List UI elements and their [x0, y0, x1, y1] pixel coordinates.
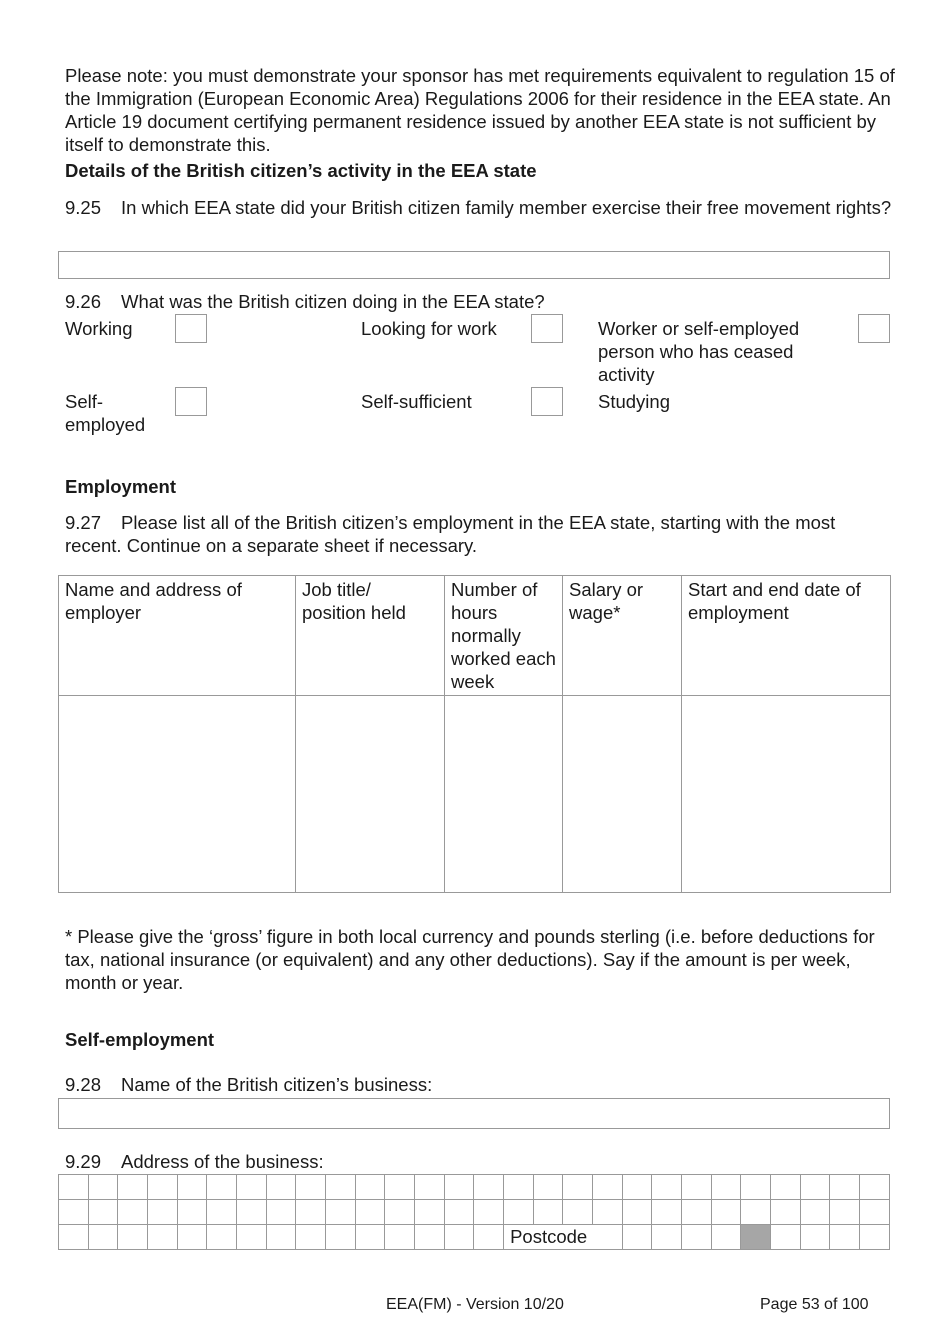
address-character-box[interactable] [682, 1175, 712, 1200]
address-character-box[interactable] [504, 1175, 534, 1200]
address-character-box[interactable] [652, 1200, 682, 1225]
address-character-box[interactable] [444, 1175, 474, 1200]
address-character-box[interactable] [652, 1175, 682, 1200]
option-self-employed-label: Self-employed [65, 391, 146, 435]
business-address-grid[interactable] [58, 1174, 890, 1250]
address-character-box[interactable] [830, 1200, 860, 1225]
employment-table [58, 575, 891, 893]
address-character-box[interactable] [296, 1225, 326, 1250]
address-character-box[interactable] [711, 1175, 741, 1200]
address-character-box[interactable] [474, 1225, 504, 1250]
option-looking-for-work-checkbox[interactable] [531, 314, 563, 343]
address-grid-row [59, 1225, 890, 1250]
address-character-box[interactable] [207, 1200, 237, 1225]
column-header: Salary or wage* [563, 576, 682, 696]
shaded-grid-cell [741, 1225, 771, 1250]
address-character-box[interactable] [741, 1200, 771, 1225]
address-character-box[interactable] [830, 1225, 860, 1250]
address-character-box[interactable] [622, 1175, 652, 1200]
address-character-box[interactable] [771, 1175, 801, 1200]
address-character-box[interactable] [59, 1225, 89, 1250]
address-character-box[interactable] [800, 1200, 830, 1225]
address-character-box[interactable] [326, 1200, 356, 1225]
address-character-box[interactable] [652, 1225, 682, 1250]
address-character-box[interactable] [711, 1225, 741, 1250]
intro-note: Please note: you must demonstrate your sponsor has met requirements equivalent to regulation 15 of the Immigration (European Economic Area) Regulations 2006 for their residence in the EEA state. An Article 19 document certifying permanent residence issued by another EEA state is not sufficient by itself to demonstrate this. [65, 65, 895, 155]
option-working-label: Working [65, 318, 133, 339]
question-text: Address of the business: [121, 1151, 324, 1172]
address-character-box[interactable] [444, 1200, 474, 1225]
address-character-box[interactable] [385, 1175, 415, 1200]
address-character-box[interactable] [88, 1200, 118, 1225]
address-character-box[interactable] [860, 1225, 890, 1250]
address-character-box[interactable] [860, 1175, 890, 1200]
address-grid-row [59, 1175, 890, 1200]
address-character-box[interactable] [207, 1225, 237, 1250]
address-character-box[interactable] [355, 1175, 385, 1200]
address-character-box[interactable] [207, 1175, 237, 1200]
address-character-box[interactable] [800, 1175, 830, 1200]
question-number: 9.29 [65, 1151, 102, 1172]
address-character-box[interactable] [118, 1225, 148, 1250]
address-character-box[interactable] [444, 1225, 474, 1250]
address-character-box[interactable] [148, 1175, 178, 1200]
business-name-input[interactable] [58, 1098, 890, 1129]
column-header: Name and address of employer [59, 576, 296, 696]
address-character-box[interactable] [237, 1175, 267, 1200]
option-self-employed-checkbox[interactable] [175, 387, 207, 416]
address-character-box[interactable] [771, 1225, 801, 1250]
address-character-box[interactable] [830, 1175, 860, 1200]
address-character-box[interactable] [563, 1175, 593, 1200]
address-character-box[interactable] [800, 1225, 830, 1250]
footer-version: EEA(FM) - Version 10/20 [386, 1296, 564, 1313]
self-employment-heading: Self-employment [65, 1029, 215, 1050]
option-self-sufficient-checkbox[interactable] [531, 387, 563, 416]
address-character-box[interactable] [148, 1225, 178, 1250]
address-character-box[interactable] [266, 1225, 296, 1250]
address-character-box[interactable] [593, 1200, 623, 1225]
dates-cell[interactable] [682, 696, 891, 893]
address-character-box[interactable] [533, 1175, 563, 1200]
activity-heading: Details of the British citizen’s activity in the EEA state [65, 160, 537, 181]
address-character-box[interactable] [88, 1225, 118, 1250]
column-header: Number of hours normally worked each week [445, 576, 563, 696]
question-9-27 [65, 511, 895, 557]
address-character-box[interactable] [860, 1200, 890, 1225]
address-character-box[interactable] [118, 1175, 148, 1200]
option-ceased-activity-checkbox[interactable] [858, 314, 890, 343]
address-character-box[interactable] [771, 1200, 801, 1225]
address-character-box[interactable] [355, 1200, 385, 1225]
question-text: Please list all of the British citizen’s employment in the EEA state, starting with the most recent. Continue on a separate sheet if necessary. [65, 512, 836, 556]
column-header: Job title/ position held [296, 576, 445, 696]
address-character-box[interactable] [326, 1225, 356, 1250]
option-working-checkbox[interactable] [175, 314, 207, 343]
address-character-box[interactable] [504, 1200, 534, 1225]
question-9-28 [65, 1073, 895, 1096]
address-character-box[interactable] [415, 1175, 445, 1200]
job-title-cell[interactable] [296, 696, 445, 893]
address-character-box[interactable] [59, 1175, 89, 1200]
address-character-box[interactable] [237, 1200, 267, 1225]
option-ceased-activity-label: Worker or self-employed person who has ceased activity [598, 318, 800, 385]
employment-heading: Employment [65, 476, 177, 497]
column-header: Start and end date of employment [682, 576, 891, 696]
question-number: 9.26 [65, 291, 102, 312]
address-character-box[interactable] [177, 1175, 207, 1200]
address-character-box[interactable] [88, 1175, 118, 1200]
address-character-box[interactable] [296, 1175, 326, 1200]
address-character-box[interactable] [741, 1175, 771, 1200]
address-character-box[interactable] [563, 1200, 593, 1225]
address-character-box[interactable] [682, 1200, 712, 1225]
address-character-box[interactable] [415, 1225, 445, 1250]
address-character-box[interactable] [177, 1225, 207, 1250]
address-character-box[interactable] [385, 1200, 415, 1225]
option-looking-for-work-label: Looking for work [361, 318, 497, 339]
address-character-box[interactable] [296, 1200, 326, 1225]
question-9-29 [65, 1150, 895, 1173]
address-character-box[interactable] [622, 1225, 652, 1250]
salary-cell[interactable] [563, 696, 682, 893]
address-character-box[interactable] [682, 1225, 712, 1250]
gross-note: * Please give the ‘gross’ figure in both local currency and pounds sterling (i.e. before deductions for tax, national insurance (or equivalent) and any other deductions). Say if the amount is per week, month or year. [65, 926, 875, 993]
eea-state-input[interactable] [58, 251, 890, 279]
address-character-box[interactable] [266, 1175, 296, 1200]
address-character-box[interactable] [711, 1200, 741, 1225]
question-text: What was the British citizen doing in the EEA state? [121, 291, 545, 312]
question-number: 9.27 [65, 512, 102, 533]
address-character-box[interactable] [59, 1200, 89, 1225]
employer-cell[interactable] [59, 696, 296, 893]
footer-page-number: Page 53 of 100 [760, 1296, 869, 1313]
address-character-box[interactable] [355, 1225, 385, 1250]
question-text: Name of the British citizen’s business: [121, 1074, 433, 1095]
option-studying-label: Studying [598, 391, 670, 412]
address-character-box[interactable] [326, 1175, 356, 1200]
address-character-box[interactable] [622, 1200, 652, 1225]
address-character-box[interactable] [593, 1175, 623, 1200]
address-character-box[interactable] [533, 1200, 563, 1225]
address-character-box[interactable] [237, 1225, 267, 1250]
hours-cell[interactable] [445, 696, 563, 893]
postcode-label: Postcode [504, 1225, 623, 1250]
option-self-sufficient-label: Self-sufficient [361, 391, 472, 412]
question-9-26 [65, 290, 895, 313]
question-text: In which EEA state did your British citizen family member exercise their free movement rights? [121, 197, 892, 218]
address-character-box[interactable] [474, 1200, 504, 1225]
address-character-box[interactable] [474, 1175, 504, 1200]
address-grid-row [59, 1200, 890, 1225]
question-number: 9.28 [65, 1074, 102, 1095]
address-character-box[interactable] [118, 1200, 148, 1225]
question-number: 9.25 [65, 197, 102, 218]
address-character-box[interactable] [148, 1200, 178, 1225]
address-character-box[interactable] [385, 1225, 415, 1250]
address-character-box[interactable] [415, 1200, 445, 1225]
question-9-25 [65, 196, 895, 219]
address-character-box[interactable] [266, 1200, 296, 1225]
address-character-box[interactable] [177, 1200, 207, 1225]
